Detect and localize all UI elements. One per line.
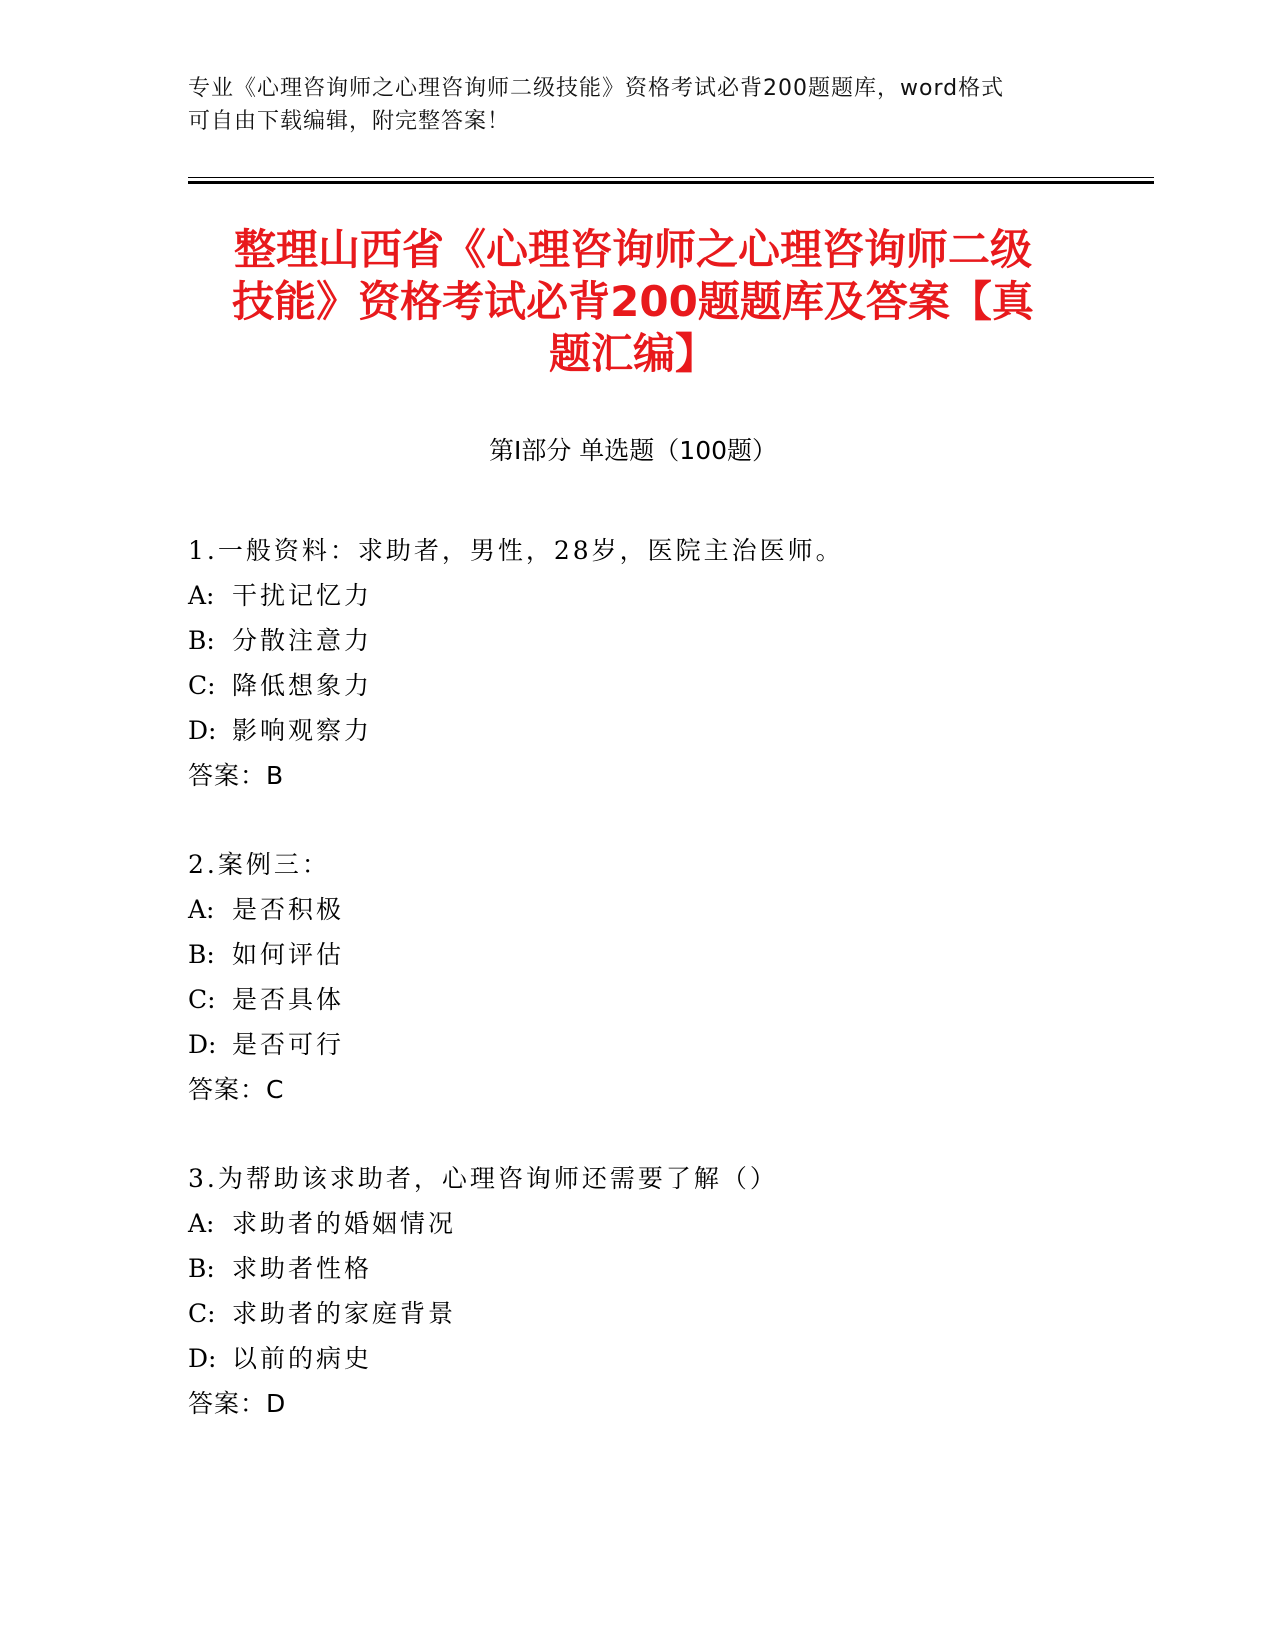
option-text: 是否可行 bbox=[232, 1030, 345, 1059]
answer: 答案：B bbox=[188, 761, 285, 790]
document-title-line-2: 技能》资格考试必背200题题库及答案【真 bbox=[232, 277, 1034, 326]
option-text: 是否积极 bbox=[232, 895, 345, 924]
header-note-line-1: 专业《心理咨询师之心理咨询师二级技能》资格考试必背200题题库，word格式 bbox=[188, 76, 1005, 101]
question-1 bbox=[188, 528, 1138, 798]
document-title bbox=[188, 224, 1078, 380]
document-title-line-1: 整理山西省《心理咨询师之心理咨询师二级 bbox=[233, 225, 1032, 274]
option-key: D: bbox=[188, 1030, 217, 1059]
header-note-line-2: 可自由下载编辑，附完整答案！ bbox=[188, 109, 511, 134]
option-text: 降低想象力 bbox=[232, 671, 373, 700]
question-3 bbox=[188, 1156, 1138, 1426]
option-c bbox=[188, 663, 1138, 708]
option-key: C: bbox=[188, 1299, 216, 1328]
option-key: B: bbox=[188, 626, 215, 655]
section-title: 第Ⅰ部分 单选题（100题） bbox=[488, 436, 778, 465]
option-b bbox=[188, 618, 1138, 663]
option-text: 影响观察力 bbox=[232, 716, 373, 745]
option-key: B: bbox=[188, 940, 215, 969]
option-text: 以前的病史 bbox=[232, 1344, 373, 1373]
option-text: 求助者的家庭背景 bbox=[232, 1299, 457, 1328]
option-key: D: bbox=[188, 1344, 217, 1373]
option-text: 干扰记忆力 bbox=[232, 581, 373, 610]
option-key: A: bbox=[188, 895, 215, 924]
option-d bbox=[188, 1022, 1138, 1067]
option-c bbox=[188, 977, 1138, 1022]
header-divider-thick bbox=[188, 181, 1154, 184]
option-key: B: bbox=[188, 1254, 215, 1283]
option-a bbox=[188, 573, 1138, 618]
option-text: 求助者的婚姻情况 bbox=[232, 1209, 457, 1238]
option-text: 求助者性格 bbox=[232, 1254, 373, 1283]
option-c bbox=[188, 1291, 1138, 1336]
option-key: A: bbox=[188, 581, 215, 610]
answer: 答案：D bbox=[188, 1389, 287, 1418]
option-a bbox=[188, 1201, 1138, 1246]
option-key: C: bbox=[188, 985, 216, 1014]
option-text: 是否具体 bbox=[232, 985, 345, 1014]
answer: 答案：C bbox=[188, 1075, 285, 1104]
option-d bbox=[188, 1336, 1138, 1381]
question-list bbox=[188, 528, 1138, 1470]
document-title-line-3: 题汇编】 bbox=[548, 329, 717, 378]
option-key: C: bbox=[188, 671, 216, 700]
option-text: 如何评估 bbox=[232, 940, 345, 969]
option-key: A: bbox=[188, 1209, 215, 1238]
option-key: D: bbox=[188, 716, 217, 745]
question-stem: 3.为帮助该求助者，心理咨询师还需要了解（） bbox=[188, 1164, 778, 1193]
question-2 bbox=[188, 842, 1138, 1112]
option-a bbox=[188, 887, 1138, 932]
header-divider-thin bbox=[188, 177, 1154, 178]
question-stem: 2.案例三： bbox=[188, 850, 330, 879]
option-b bbox=[188, 1246, 1138, 1291]
option-d bbox=[188, 708, 1138, 753]
question-stem: 1.一般资料：求助者，男性，28岁，医院主治医师。 bbox=[188, 536, 844, 565]
header-note bbox=[188, 72, 1088, 138]
option-b bbox=[188, 932, 1138, 977]
option-text: 分散注意力 bbox=[232, 626, 373, 655]
